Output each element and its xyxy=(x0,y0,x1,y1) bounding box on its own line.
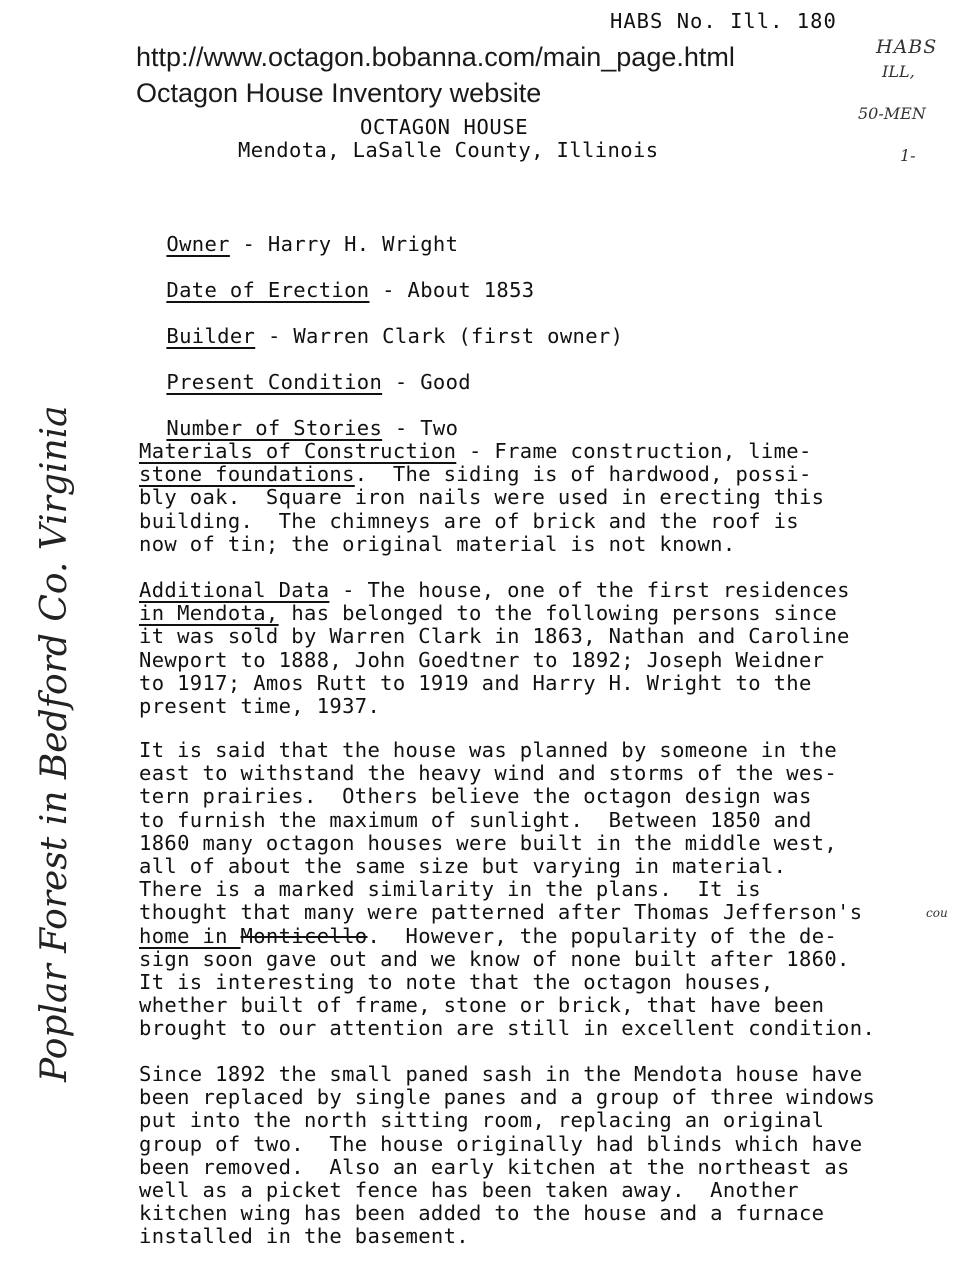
field-stories-label: Number of Stories xyxy=(166,416,383,440)
field-builder xyxy=(141,300,623,348)
materials-label: Materials of Construction xyxy=(139,439,457,463)
margin-note-ill: ILL, xyxy=(882,62,915,81)
field-owner-value: - Harry H. Wright xyxy=(229,232,459,256)
additional-data-paragraph xyxy=(139,579,850,718)
field-date-value: - About 1853 xyxy=(369,278,535,302)
field-number-of-stories xyxy=(141,392,458,440)
additional-body: it was sold by Warren Clark in 1863, Nathan and Caroline Newport to 1888, John Goedtner to 1892; Joseph Weidner to 1917; Amos Rutt to 1919 and Harry H. Wright to the present time, 1937. xyxy=(139,624,850,719)
materials-label-continued: stone foundations xyxy=(139,462,355,487)
sash-paragraph: Since 1892 the small paned sash in the Mendota house have been replaced by single panes and a group of three windows put into the north sitting room, replacing an original group of two. The house originally had blinds which have been removed. Also an early kitchen at the northeast as well as a picket fence has been taken away. Another kitchen wing has been added to the house and a furnace installed in the basement. xyxy=(139,1062,876,1249)
history-home-suffix: . However, the popularity of the de- xyxy=(367,923,838,948)
field-present-condition xyxy=(141,346,471,394)
field-builder-value: - Warren Clark (first owner) xyxy=(255,324,624,348)
field-condition-label: Present Condition xyxy=(166,370,383,394)
site-name: Octagon House Inventory website xyxy=(136,78,542,108)
vertical-note-text: Poplar Forest in Bedford Co. Virginia xyxy=(34,405,75,1082)
additional-data-label: Additional Data xyxy=(139,578,330,602)
materials-line1: - Frame construction, lime- xyxy=(456,439,812,463)
field-owner-label: Owner xyxy=(166,232,230,256)
additional-line1: - The house, one of the first residences xyxy=(329,578,850,602)
materials-line2: . The siding is of hardwood, possi- xyxy=(354,462,812,487)
materials-paragraph xyxy=(139,440,824,556)
history-lines-a: It is said that the house was planned by someone in the east to withstand the heavy wind and storms of the wes- tern prairies. Others believe the octagon design was to furnish the maximum of sunlight. Between 1850 and 1860 many octagon houses were built in the middle west, all of about the same size but varying in material. There is a marked similarity in the plans. It is thought that many were patterned after Thomas Jefferson's xyxy=(139,738,863,925)
margin-note-page: 1- xyxy=(900,146,916,165)
field-condition-value: - Good xyxy=(382,370,472,394)
additional-label-continued: in Mendota, xyxy=(139,601,279,626)
history-struck-word: Monticello xyxy=(240,923,368,948)
field-owner xyxy=(141,208,458,256)
additional-line2: has belonged to the following persons since xyxy=(278,601,838,626)
document-location: Mendota, LaSalle County, Illinois xyxy=(238,138,659,162)
field-stories-value: - Two xyxy=(382,416,459,440)
margin-note-cou: cou xyxy=(926,906,948,920)
history-home-prefix: home in xyxy=(139,923,241,948)
vertical-handwritten-note xyxy=(14,405,104,1100)
history-paragraph xyxy=(139,739,875,1041)
history-lines-b: sign soon gave out and we know of none built after 1860. It is interesting to note that the octagon houses, whether built of frame, stone or brick, that have been brought to our attention are still in excellent condition. xyxy=(139,946,876,1041)
margin-note-code: 50-MEN xyxy=(858,104,926,123)
document-title: OCTAGON HOUSE xyxy=(360,115,529,139)
source-url[interactable]: http://www.octagon.bobanna.com/main_page.html xyxy=(136,42,735,72)
habs-number: HABS No. Ill. 180 xyxy=(610,9,837,33)
materials-body: bly oak. Square iron nails were used in erecting this building. The chimneys are of brick and the roof is now of tin; the original material is not known. xyxy=(139,485,825,556)
field-date-label: Date of Erection xyxy=(166,278,370,302)
margin-note-habs: HABS xyxy=(876,36,938,58)
field-date-of-erection xyxy=(141,254,534,302)
field-builder-label: Builder xyxy=(166,324,256,348)
